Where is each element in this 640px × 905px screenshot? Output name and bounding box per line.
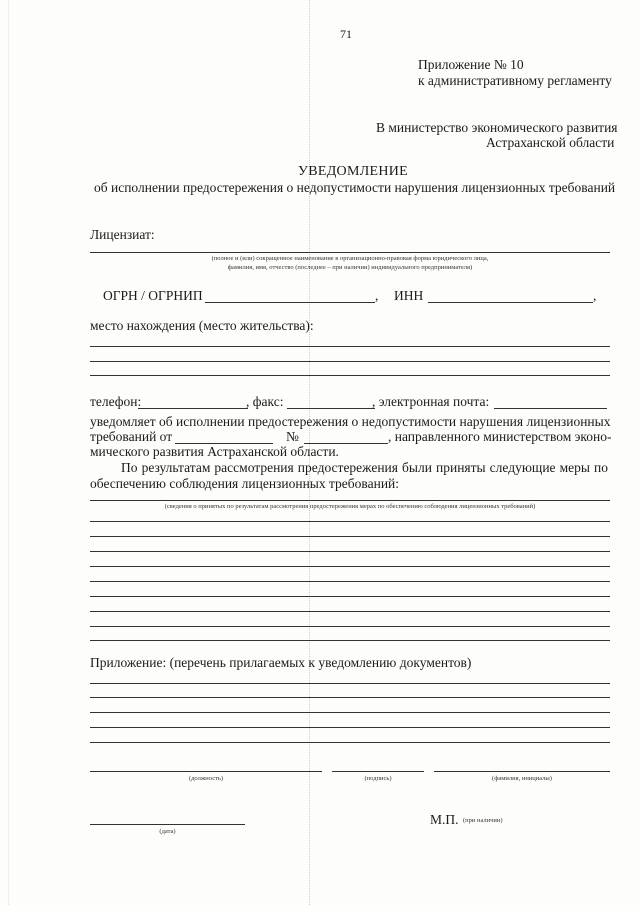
- addressee-line2: Астраханской области: [486, 135, 615, 150]
- fax-label: , факс:: [246, 394, 284, 409]
- fax-line: [287, 408, 375, 409]
- email-label: , электронная почта:: [372, 394, 490, 409]
- name-caption: (фамилия, инициалы): [492, 775, 552, 782]
- position-line: [90, 771, 322, 772]
- licensee-line: [90, 252, 610, 253]
- name-line: [434, 771, 610, 772]
- measures-line-9: [90, 640, 610, 641]
- position-caption: (должность): [188, 775, 224, 782]
- appendix-line1: Приложение № 10: [418, 57, 524, 72]
- document-title: УВЕДОМЛЕНИЕ: [298, 164, 409, 179]
- measures-line-7: [90, 611, 610, 612]
- licensee-note-2: фамилия, имя, отчество (последнее – при наличии) индивидуального предпринимателя): [227, 264, 473, 271]
- inn-comma: ,: [593, 288, 597, 303]
- ogrn-comma: ,: [375, 288, 379, 303]
- measures-line-3: [90, 551, 610, 552]
- location-label: место нахождения (место жительства):: [90, 318, 314, 333]
- document-subtitle: об исполнении предостережения о недопустимости нарушения лицензионных требований: [94, 180, 616, 195]
- phone-line: [138, 408, 248, 409]
- date-caption: (дата): [159, 828, 176, 835]
- location-line-2: [90, 361, 610, 362]
- email-line: [494, 408, 607, 409]
- licensee-label: Лицензиат:: [90, 227, 155, 242]
- phone-label: телефон:: [90, 394, 142, 409]
- para2-line1: По результатам рассмотрения предостережения были приняты следующие меры по: [121, 460, 608, 475]
- measures-line-2: [90, 536, 610, 537]
- signature-caption: (подпись): [364, 775, 392, 782]
- measures-line-6: [90, 596, 610, 597]
- scan-edge-mark: [8, 0, 9, 905]
- attachment-line-1: [90, 683, 610, 684]
- page-number: 71: [340, 27, 352, 41]
- ogrn-line: [205, 302, 375, 303]
- measures-note: (сведения о принятых по результатам рассмотрения предостережения мерах по обеспечению соблюдения лицензионных требований): [164, 503, 536, 510]
- stamp-note: (при наличии): [463, 817, 503, 824]
- stamp-label: М.П.: [430, 812, 459, 827]
- measures-line-4: [90, 566, 610, 567]
- para1-line2-start: требований от: [90, 429, 173, 444]
- attachment-line-4: [90, 727, 610, 728]
- attachment-line-3: [90, 712, 610, 713]
- inn-line: [428, 302, 593, 303]
- appendix-line2: к административному регламенту: [418, 73, 612, 88]
- attachment-line-2: [90, 697, 610, 698]
- para1-line3: мического развития Астраханской области.: [90, 444, 339, 459]
- para1-number-sign: №: [286, 429, 299, 444]
- inn-label: ИНН: [394, 288, 424, 303]
- location-line-3: [90, 375, 610, 376]
- date-line: [90, 824, 245, 825]
- measures-line-8: [90, 626, 610, 627]
- para1-line2-end: , направленного министерством эконо-: [388, 429, 612, 444]
- para1-line1: уведомляет об исполнении предостережения о недопустимости нарушения лицензионных: [90, 414, 611, 429]
- attachment-label: Приложение: (перечень прилагаемых к уведомлению документов): [90, 655, 472, 670]
- para2-line2: обеспечению соблюдения лицензионных требований:: [90, 476, 400, 491]
- attachment-line-5: [90, 742, 610, 743]
- addressee-line1: В министерство экономического развития: [376, 120, 618, 135]
- location-line-1: [90, 346, 610, 347]
- measures-line-5: [90, 581, 610, 582]
- measures-line-0: [90, 500, 610, 501]
- measures-line-1: [90, 521, 610, 522]
- licensee-note-1: (полное и (или) сокращенное наименование в организационно-правовая форма юридического лица,: [211, 255, 489, 262]
- signature-line: [332, 771, 424, 772]
- ogrn-label: ОГРН / ОГРНИП: [103, 288, 203, 303]
